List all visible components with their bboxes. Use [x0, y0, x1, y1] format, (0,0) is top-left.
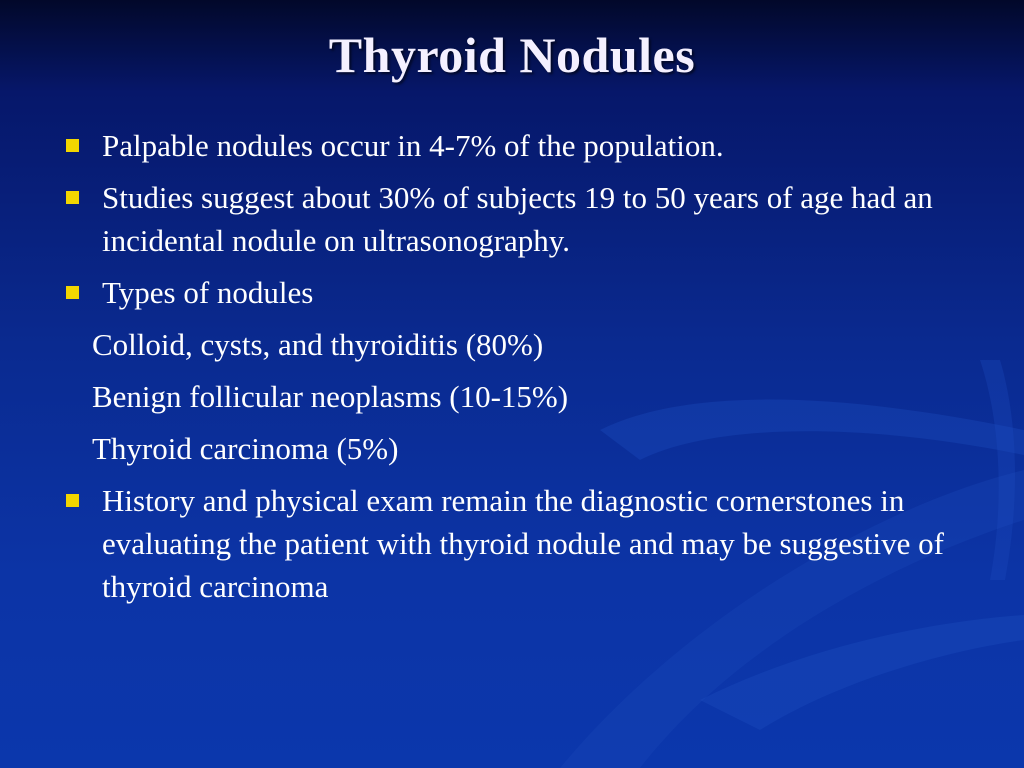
- bullet-item: [62, 176, 962, 262]
- slide-title: Thyroid Nodules: [328, 27, 696, 83]
- slide-content: [62, 124, 962, 617]
- square-bullet-icon: [66, 494, 79, 507]
- bullet-text: Studies suggest about 30% of subjects 19 to 50 years of age had an incidental nodule on ultrasonography.: [102, 180, 933, 258]
- bullet-text: Types of nodules: [102, 275, 314, 310]
- square-bullet-icon: [66, 191, 79, 204]
- bullet-item: [62, 124, 962, 167]
- sub-item: Thyroid carcinoma (5%): [92, 431, 399, 466]
- sub-item: Benign follicular neoplasms (10-15%): [92, 379, 569, 414]
- square-bullet-icon: [66, 139, 79, 152]
- bullet-item: [62, 479, 962, 608]
- bullet-item: [62, 271, 962, 314]
- bullet-text: History and physical exam remain the diagnostic cornerstones in evaluating the patient with thyroid nodule and may be suggestive of thyroid carcinoma: [102, 483, 944, 604]
- sub-item: Colloid, cysts, and thyroiditis (80%): [92, 327, 544, 362]
- square-bullet-icon: [66, 286, 79, 299]
- bullet-text: Palpable nodules occur in 4-7% of the population.: [102, 128, 724, 163]
